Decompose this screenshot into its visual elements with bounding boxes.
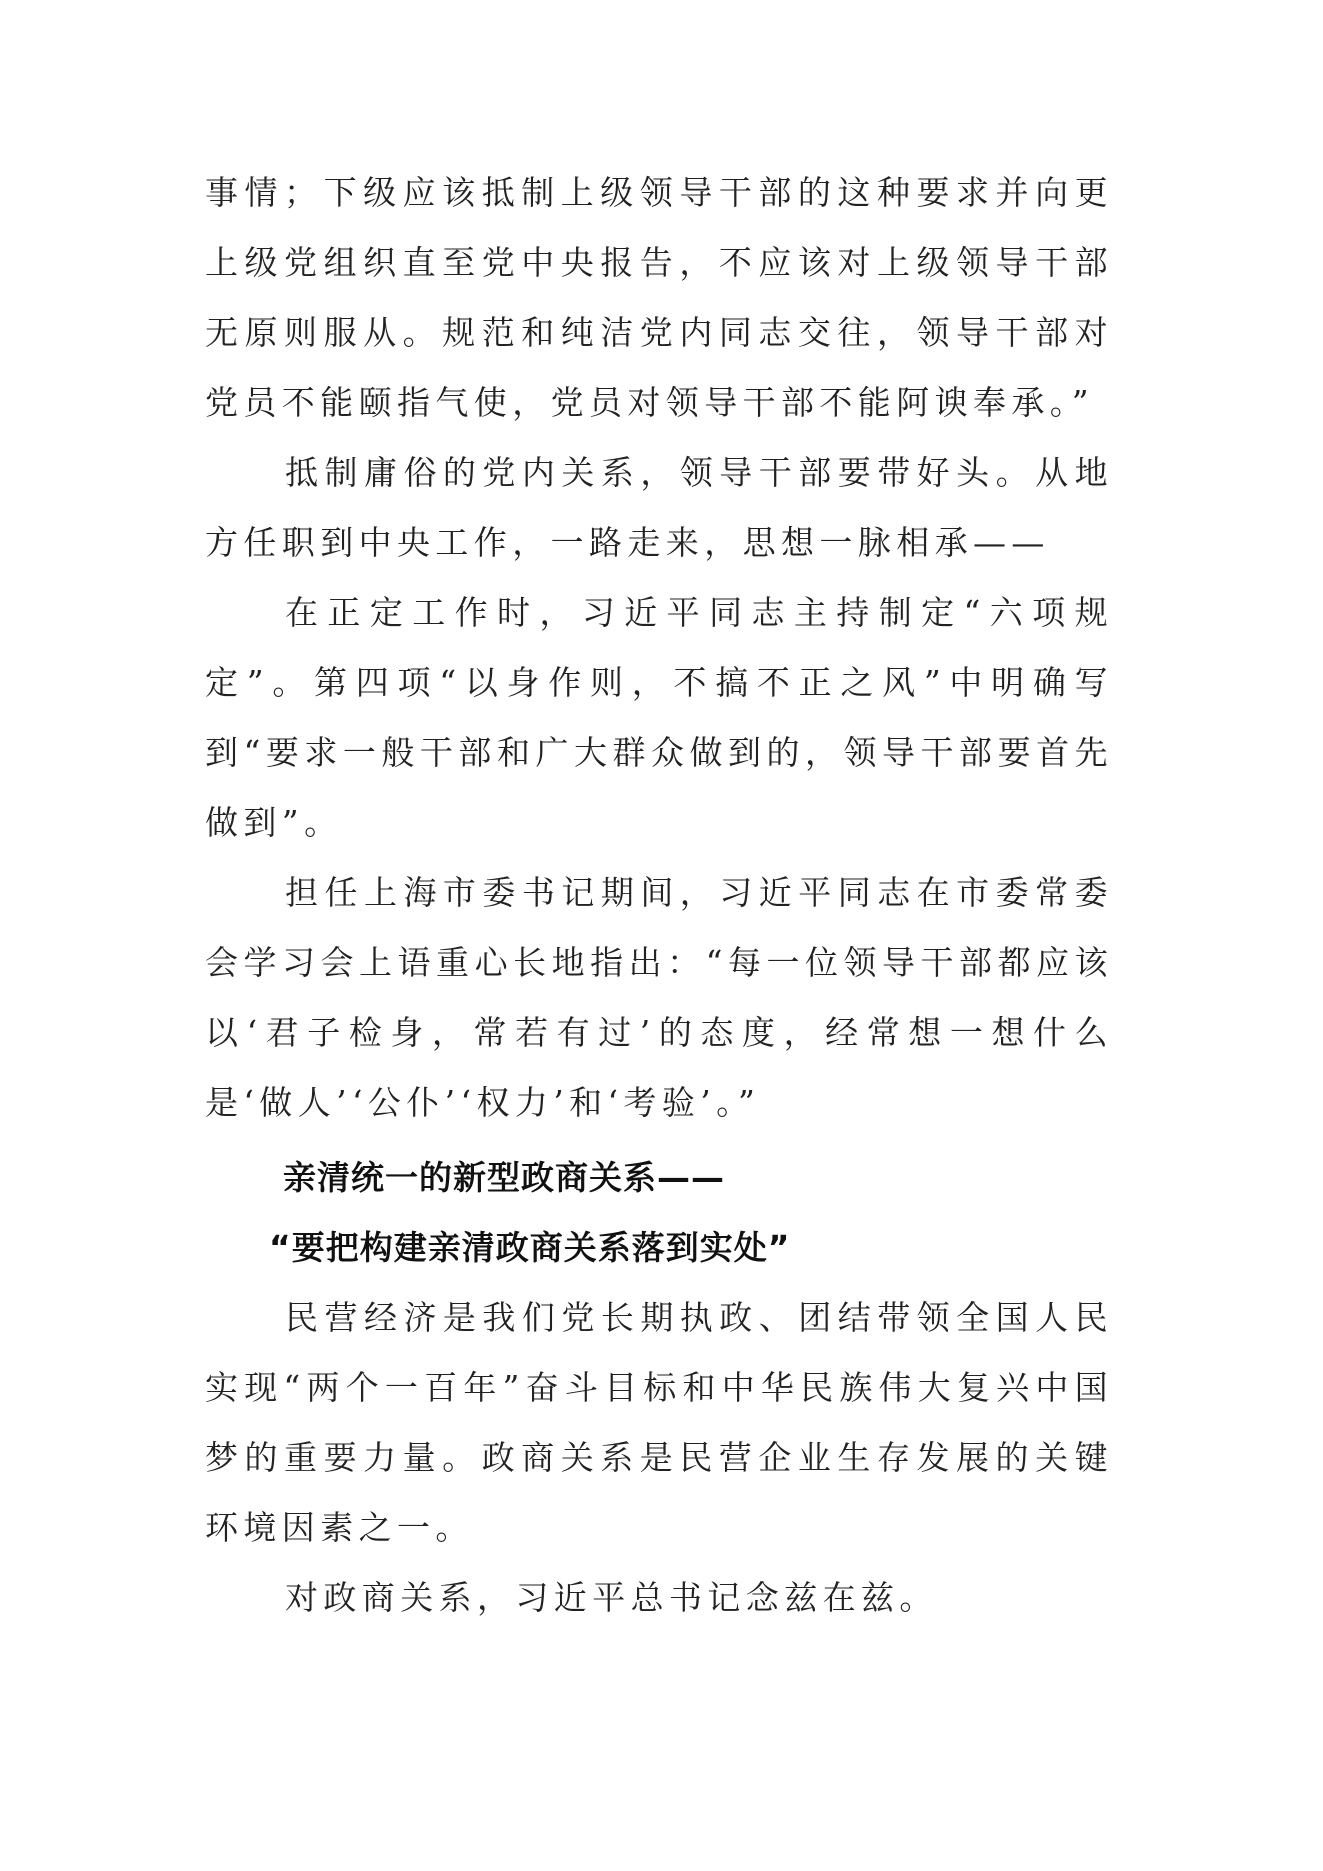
section-heading-line1: 亲清统一的新型政商关系—— [283, 1158, 725, 1197]
section-heading [269, 1143, 1113, 1283]
paragraph-zhengding: 在正定工作时，习近平同志主持制定“六项规定”。第四项“以身作则，不搞不正之风”中明确写到“要求一般干部和广大群众做到的，领导干部要首先做到”。 [205, 593, 1113, 842]
body-text-top [205, 158, 1113, 1138]
paragraph-private-economy: 民营经济是我们党长期执政、团结带领全国人民实现“两个一百年”奋斗目标和中华民族伟大复兴中国梦的重要力量。政商关系是民营企业生存发展的关键环境因素之一。 [205, 1298, 1113, 1547]
paragraph-continuation: 事情；下级应该抵制上级领导干部的这种要求并向更上级党组织直至党中央报告，不应该对上级领导干部无原则服从。规范和纯洁党内同志交往，领导干部对党员不能颐指气使，党员对领导干部不能阿谀奉承。” [205, 173, 1113, 422]
body-text-bottom [205, 1283, 1113, 1633]
section-heading-line2: “要把构建亲清政商关系落到实处” [269, 1228, 791, 1267]
paragraph-government-business: 对政商关系，习近平总书记念兹在兹。 [285, 1578, 938, 1617]
paragraph-party-relations: 抵制庸俗的党内关系，领导干部要带好头。从地方任职到中央工作，一路走来，思想一脉相承—— [205, 453, 1113, 562]
paragraph-shanghai: 担任上海市委书记期间，习近平同志在市委常委会学习会上语重心长地指出：“每一位领导干部都应该以‘君子检身，常若有过’的态度，经常想一想什么是‘做人’‘公仆’‘权力’和‘考验’。” [205, 873, 1113, 1122]
